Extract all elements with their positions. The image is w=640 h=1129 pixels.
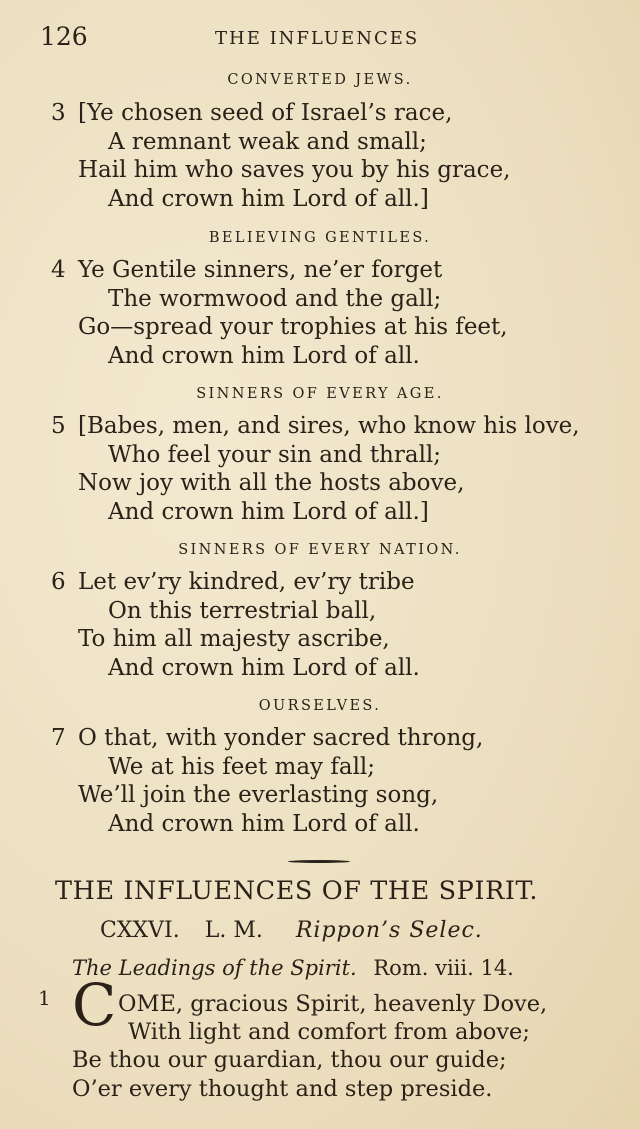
- verse-line: OME, gracious Spirit, heavenly Dove,: [118, 991, 548, 1017]
- hymn-title: THE INFLUENCES OF THE SPIRIT.: [55, 876, 539, 906]
- page-header: [40, 22, 600, 56]
- stanza-line: Who feel your sin and thrall;: [108, 442, 442, 468]
- drop-cap: C: [72, 971, 117, 1039]
- verse-line: O’er every thought and step preside.: [72, 1076, 493, 1102]
- stanza-line: [Ye chosen seed of Israel’s race,: [78, 100, 453, 126]
- stanza-line: Now joy with all the hosts above,: [78, 470, 465, 496]
- stanza-line: Hail him who saves you by his grace,: [78, 157, 511, 183]
- section-heading: SINNERS OF EVERY NATION.: [178, 542, 462, 558]
- section-heading: CONVERTED JEWS.: [227, 72, 413, 88]
- verse-number: 1: [38, 986, 51, 1010]
- stanza-line: And crown him Lord of all.: [108, 343, 420, 369]
- stanza-line: On this terrestrial ball,: [108, 598, 377, 624]
- hymn-subtitle: The Leadings of the Spirit.: [72, 956, 357, 980]
- section-heading: OURSELVES.: [258, 698, 382, 714]
- stanza-line: [Babes, men, and sires, who know his love,: [78, 413, 580, 439]
- hymn-source: Rippon’s Selec.: [295, 918, 483, 943]
- verse-line: With light and comfort from above;: [128, 1019, 530, 1045]
- stanza-line: To him all majesty ascribe,: [78, 626, 390, 652]
- stanza-number: 4: [51, 257, 66, 283]
- stanza-line: And crown him Lord of all.: [108, 655, 420, 681]
- stanza-line: And crown him Lord of all.: [108, 811, 420, 837]
- stanza-line: A remnant weak and small;: [108, 129, 427, 155]
- hymn-number: CXXVI.: [100, 918, 180, 943]
- stanza-line: Let ev’ry kindred, ev’ry tribe: [78, 569, 415, 595]
- section-heading: SINNERS OF EVERY AGE.: [196, 386, 444, 402]
- stanza-line: The wormwood and the gall;: [108, 286, 442, 312]
- stanza-line: And crown him Lord of all.]: [108, 186, 429, 212]
- stanza-line: We’ll join the everlasting song,: [78, 782, 439, 808]
- stanza-number: 7: [51, 725, 66, 751]
- stanza-number: 5: [51, 413, 66, 439]
- stanza-line: And crown him Lord of all.]: [108, 499, 429, 525]
- hymn-subtitle-line: [72, 956, 514, 980]
- running-head: THE INFLUENCES: [215, 28, 420, 49]
- stanza-line: O that, with yonder sacred throng,: [78, 725, 484, 751]
- stanza-number: 3: [51, 100, 66, 126]
- scripture-reference: Rom. viii. 14.: [373, 956, 514, 980]
- stanza-line: We at his feet may fall;: [108, 754, 376, 780]
- section-heading: BELIEVING GENTILES.: [208, 230, 432, 246]
- verse-line: Be thou our guardian, thou our guide;: [72, 1047, 507, 1073]
- stanza-line: Ye Gentile sinners, ne’er forget: [78, 257, 443, 283]
- hymn-meter: L. M.: [204, 918, 263, 943]
- page-number: 126: [40, 22, 88, 51]
- stanza-line: Go—spread your trophies at his feet,: [78, 314, 508, 340]
- hymn-meta: [100, 918, 483, 943]
- stanza-number: 6: [51, 569, 66, 595]
- ornamental-rule: [288, 860, 350, 863]
